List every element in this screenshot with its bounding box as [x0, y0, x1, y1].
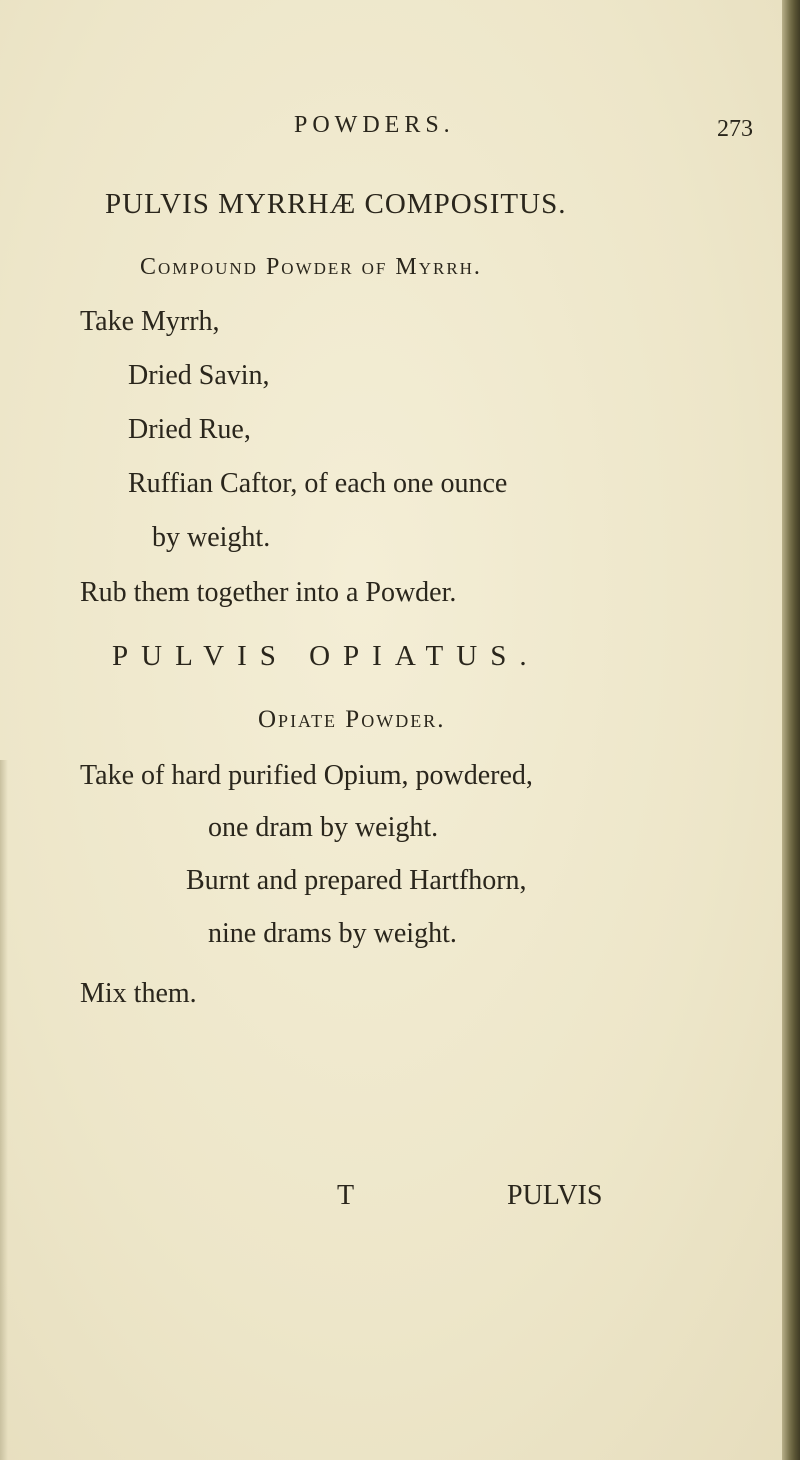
book-gutter — [782, 0, 800, 1460]
page-number: 273 — [717, 116, 753, 142]
recipe-line: Take Myrrh, — [80, 306, 220, 337]
recipe-line: one dram by weight. — [208, 812, 439, 843]
signature-mark: T — [337, 1180, 355, 1211]
recipe-line: Dried Rue, — [128, 414, 251, 445]
recipe-line: Dried Savin, — [128, 360, 270, 391]
section-title-opiate: PULVIS OPIATUS. — [112, 640, 540, 672]
running-head: POWDERS. — [294, 112, 455, 138]
recipe-instruction: Rub them together into a Powder. — [80, 577, 457, 608]
recipe-instruction: Mix them. — [80, 978, 197, 1009]
page-left-edge — [0, 760, 8, 1460]
recipe-line: Ruffian Caftor, of each one ounce — [128, 468, 508, 499]
section-subtitle-opiate: Opiate Powder. — [258, 706, 446, 733]
recipe-line: Burnt and prepared Hartfhorn, — [186, 865, 527, 896]
section-title-myrrh: PULVIS MYRRHÆ COMPOSITUS. — [105, 188, 567, 220]
catchword: PULVIS — [507, 1180, 603, 1211]
recipe-line: Take of hard purified Opium, powdered, — [80, 760, 533, 791]
recipe-line: by weight. — [152, 522, 271, 553]
recipe-line: nine drams by weight. — [208, 918, 457, 949]
section-subtitle-myrrh: Compound Powder of Myrrh. — [140, 254, 482, 280]
